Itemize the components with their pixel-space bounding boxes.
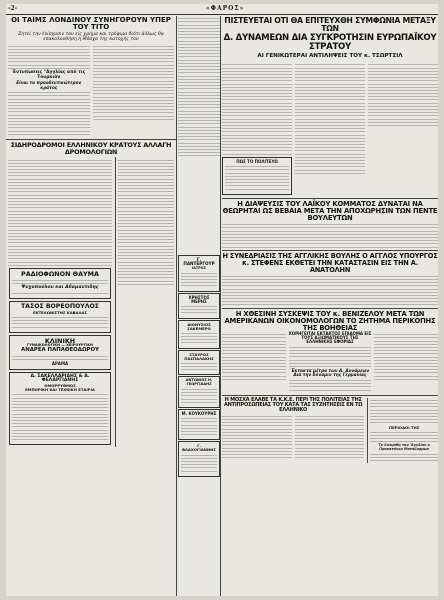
vlachogiannis-ad-name: Γ. ΒΛΑΧΟΓΙΑΝΝΗΣ	[182, 443, 216, 453]
left-top-headline: ΟΙ ΤΑΪΜΣ ΛΟΝΔΙΝΟΥ ΣΥΝΗΓΟΡΟΥΝ ΥΠΕΡ ΤΟΥ ΤΙΤΟ	[11, 16, 171, 32]
left-top-subhead: Ζητεί την ένίσχυσιν του είς χρήμα και τρόφιμα διότι άλλως θα επακολουθήση η Μόσχα της κατοχής του	[18, 31, 164, 42]
company-ad-sub: ΟΜΟΡΡΥΘΜΟΣ	[44, 383, 76, 389]
left-small-subhead: Είναι το προοδευτικώτερον κράτος	[16, 80, 82, 90]
clinic-ad-sub: ΓΥΝΑΙΚΟΛΟΓΙΚΗ — ΧΕΙΡΟΥΡΓΙΚΗ	[26, 343, 94, 348]
customs-ad-title: ΤΑΣΟΣ ΒΟΡΕΟΠΟΥΛΟΣ	[20, 303, 100, 311]
left-columns	[6, 16, 176, 596]
headline-mosxa: Η ΜΟΣΧΑ ΕΛΑΒΕ ΤΑ Κ.Κ.Ε. ΠΕΡΙ ΤΗΣ ΠΟΛΙΤΕΙΑΣ ΤΗΣ ΑΝΤΙΠΡΟΣΩΠΕΙΑΣ ΤΟΥ ΚΑΤΑ ΤΑΣ ΣΥΖΗΤΗΣΕΙΣ ΕΝ ΤΩ ΕΛΛΗΝΙΚΟ	[223, 396, 363, 414]
dentist-ad-name: ΣΤΑΥΡΟΣ ΠΑΣΠΑΛΑΚΗΣ	[184, 351, 214, 361]
venizelos-col-3	[374, 332, 438, 393]
page-number: -2-	[8, 5, 18, 12]
right-side-column	[367, 398, 438, 463]
headline-ektakta: Έκτακτα μέτρα των Δ. Δυνάμεων Διά την δύναμιν της Γερμανίας	[290, 368, 370, 378]
left-article-a	[8, 43, 90, 137]
column-box	[222, 157, 292, 195]
rail-timetable	[8, 157, 112, 447]
company-ad	[9, 372, 111, 446]
headline-synedriasis: Η ΣΥΝΕΔΡΙΑΣΙΣ ΤΗΣ ΑΓΓΛΙΚΗΣ ΒΟΥΛΗΣ Ο ΑΓΓΛΟΣ ΥΠΟΥΡΓΟΣ κ. ΣΤΕΦΕΝΣ ΕΚΘΕΤΕΙ ΤΗΝ ΚΑΤΑΣΤΑΣΙΝ ΕΙΣ ΤΗΝ Α. ΑΝΑΤΟΛΗΝ	[222, 251, 438, 274]
doctor2-ad	[178, 293, 220, 319]
radio-ad-sub: Ψυχοπούλου και Αδαμαντιδης	[21, 285, 99, 291]
left-article-b	[93, 43, 175, 137]
radio-ad-title: ΡΑΔΙΟΦΩΝΟΝ ΘΑΥΜΑ	[21, 269, 99, 278]
company-ad-sub2: ΕΜΠΟΡΙΚΗ ΚΑΙ ΤΕΧΝΙΚΗ ΕΤΑΙΡΙΑ	[25, 387, 95, 393]
main-col-2	[295, 62, 365, 196]
lawyer-ad-name: ΔΙΟΝΥΣΙΟΣ ΣΑΚΕΜΕΡΟ	[187, 321, 211, 331]
column-box-title: ΠΩΣ ΤΟ ΠΟΛΙΤΕΥΩ	[236, 158, 278, 164]
clinic-ad-name: ΑΝΔΡΕΑ ΠΑΠΑΘΕΟΔΩΡΟΥ	[21, 347, 99, 354]
paper-name: «ΦΑΡΟΣ»	[206, 5, 245, 12]
dentist-ad	[178, 350, 220, 376]
newspaper-page	[6, 4, 438, 596]
main-col-1	[222, 62, 292, 196]
venizelos-col-2	[289, 332, 372, 393]
main-headline-line1: ΠΙΣΤΕΥΕΤΑΙ ΟΤΙ ΘΑ ΕΠΙΤΕΥΧΘΗ ΣΥΜΦΩΝΙΑ ΜΕΤΑΞΥ ΤΩΝ	[224, 16, 436, 34]
headline-venizelos: Η ΧΘΕΣΙΝΗ ΣΥΣΚΕΨΙΣ ΤΟΥ κ. ΒΕΝΙΖΕΛΟΥ ΜΕΤΑ ΤΩΝ ΑΜΕΡΙΚΑΝΩΝ ΟΙΚΟΝΟΜΟΛΟΓΩΝ ΤΟ ΖΗΤΗΜΑ ΠΕΡΙΚΟΠΗΣ ΤΗΣ ΒΟΗΘΕΙΑΣ	[224, 309, 436, 332]
doctor2-ad-name: ΧΡΗΣΤΟΣ ΜΕΡΗΣ	[188, 294, 210, 304]
lawyer-ad	[178, 320, 220, 349]
grocer-ad-name: ΑΝΤΩΝΙΟΣ Η. ΓΕΩΡΓΙΑΔΗΣ	[185, 378, 213, 387]
venizelos-col-1	[222, 332, 286, 393]
clinic-ad-city: ΔΡΑΜΑ	[51, 361, 69, 367]
rail-headline: ΣΙΔΗΡΟΔΡΟΜΟΙ ΕΛΛΗΝΙΚΟΥ ΚΡΑΤΟΥΣ ΑΛΛΑΓΗ ΔΡΟΜΟΛΟΓΙΩΝ	[10, 140, 172, 156]
headline-choregeitai: ΧΟΡΗΓΕΙΤΑΙ ΕΚΤΑΚΤΟΣ ΕΠΙΔΟΜΑ ΕΙΣ ΤΟΥΣ ΑΞΙΩΜΑΤΙΚΟΥΣ ΤΗΣ ΕΛΛΗΝΙΚΗΣ ΕΦΟΡΙΑΣ	[288, 331, 372, 345]
doctor-ad	[178, 255, 220, 292]
main-article-area	[222, 16, 438, 596]
customs-ad	[9, 301, 111, 332]
doctor-ad-name: Γ. ΠΑΝΤΕΡΓΟΥΡ	[183, 257, 215, 267]
clinic-ad	[9, 335, 111, 370]
grocer-ad	[178, 376, 220, 408]
headline-diapsevsis: Η ΔΙΑΨΕΥΣΙΣ ΤΟΥ ΛΑΪΚΟΥ ΚΟΜΜΑΤΟΣ ΔΥΝΑΤΑΙ ΝΑ ΘΕΩΡΗΤΑΙ ΩΣ ΒΕΒΑΙΑ ΜΕΤΑ ΤΗΝ ΑΠΟΧΩΡΗΣΙΝ ΤΩΝ ΠΕΝΤΕ ΒΟΥΛΕΥΤΩΝ	[222, 199, 438, 222]
right-side-heading: ΠΕΡΙΟΔΟΙ ΤΗΣ	[388, 424, 420, 430]
right-side-subheading: Το διεκρίθη την 'Αγγλίαν ο Προκατόνου Ματάδορμων	[378, 443, 430, 451]
customs-ad-sub: ΕΚΤΕΛΩΝΙΣΤΗΣ ΚΑΒΑΛΑΣ	[33, 309, 87, 315]
koukouris-ad	[178, 409, 220, 441]
doctor-ad-role: ΙΑΤΡΟΣ	[192, 265, 206, 270]
masthead	[6, 4, 438, 15]
radio-ad	[9, 268, 111, 299]
main-subhead: ΑΙ ΓΕΝΙΚΩΤΕΡΑΙ ΑΝΤΙΛΗΨΕΙΣ ΤΟΥ κ. ΤΣΩΡΤΣΙΛ	[257, 53, 403, 60]
middle-left-article	[178, 16, 220, 252]
company-ad-title: Δ. ΣΑΚΕΛΛΑΡΙΔΗΣ & Α. ΦΕΛΑΡΓΙΑΝΗΣ	[30, 373, 90, 384]
main-col-3	[368, 62, 438, 196]
left-small-headline: Έντυπωσεις "Αγγλίας από τις Τουρκιάν	[12, 70, 86, 80]
mosxa-article	[222, 398, 364, 463]
classifieds-column	[115, 157, 174, 447]
koukouris-ad-name: Μ. ΚΟΥΚΟΥΡΗΣ	[181, 410, 217, 416]
clinic-ad-title: ΚΛΙΝΙΚΗ	[44, 336, 76, 345]
vlachogiannis-ad	[178, 441, 220, 476]
ads-column	[178, 254, 220, 596]
main-headline-line2: Δ. ΔΥΝΑΜΕΩΝ ΔΙΑ ΣΥΓΚΡΟΤΗΣΙΝ ΕΥΡΩΠΑΪΚΟΥ ΣΤΡΑΤΟΥ	[223, 33, 437, 53]
